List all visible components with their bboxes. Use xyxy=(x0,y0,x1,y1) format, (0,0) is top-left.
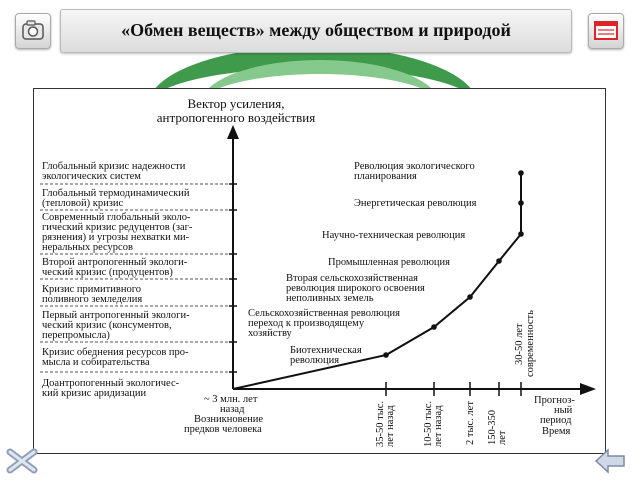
back-arrow-icon xyxy=(592,446,628,476)
t3: 2 тыс. лет xyxy=(465,401,476,445)
crisis-3-line-4: неральных ресурсов xyxy=(42,242,133,253)
t4-line-2: лет xyxy=(497,430,508,445)
revolution-2: Энергетическая революция xyxy=(354,198,477,209)
crisis-3-line-3: рязнения) и угрозы нехватки ми- xyxy=(42,232,190,243)
crisis-5-line-2: поливного земледелия xyxy=(42,294,143,305)
revolution-1-line-1: Революция экологического xyxy=(354,161,475,172)
axis-title-line-2: антропогенного воздействия xyxy=(156,110,316,125)
crisis-1-line-2: экологических систем xyxy=(42,171,141,182)
crisis-8-line-1: Доантропогенный экологичес- xyxy=(42,378,180,389)
crisis-2-line-1: Глобальный термодинамический xyxy=(42,188,190,199)
crisis-6-line-1: Первый антропогенный экологи- xyxy=(42,310,190,321)
crisis-2-line-2: (тепловой) кризис xyxy=(42,198,124,209)
window-button[interactable] xyxy=(588,13,624,49)
origin-line-2: назад xyxy=(220,404,245,415)
time-labels xyxy=(184,310,575,447)
revolution-5-line-1: Вторая сельскохозяйственная xyxy=(286,273,418,284)
crisis-5-line-1: Кризис примитивного xyxy=(42,284,142,295)
revolution-5-line-2: революция широкого освоения xyxy=(286,283,425,294)
time-axis-arrow xyxy=(580,383,596,395)
origin-line-1: ~ 3 млн. лет xyxy=(204,394,258,405)
revolution-6-line-2: переход к производящему xyxy=(248,318,365,329)
back-button[interactable] xyxy=(592,446,628,476)
t1-line-2: лет назад xyxy=(385,405,396,447)
crisis-3-line-1: Современный глобальный эколо- xyxy=(42,212,191,223)
t2-line-2: лет назад xyxy=(433,405,444,447)
crisis-6-line-3: перепромысла) xyxy=(42,330,110,341)
crisis-4-line-2: ческий кризис (продуцентов) xyxy=(42,267,173,278)
revolution-7-line-1: Биотехническая xyxy=(290,345,362,356)
vertical-axis-arrow xyxy=(227,125,239,139)
evolution-diagram xyxy=(34,89,605,453)
t5: 30-50 лет xyxy=(514,323,525,365)
crisis-7-line-2: мысла и собирательства xyxy=(42,357,150,368)
revolution-5-line-3: неполивных земель xyxy=(286,293,374,304)
forecast-line-2: ный xyxy=(554,405,573,416)
time-axis-label: Время xyxy=(542,426,571,437)
crisis-list xyxy=(42,161,193,399)
crisis-1-line-1: Глобальный кризис надежности xyxy=(42,161,186,172)
revolution-4: Промышленная революция xyxy=(328,257,450,268)
crisis-3-line-2: гический кризис редуцентов (заг- xyxy=(42,222,193,233)
t4-line-1: 150-350 xyxy=(487,410,498,445)
revolution-7-line-2: революция xyxy=(290,355,340,366)
revolution-list xyxy=(248,161,477,366)
t6: современность xyxy=(525,310,536,377)
title-bar xyxy=(60,9,572,53)
crisis-7-line-1: Кризис обеднения ресурсов про- xyxy=(42,347,189,358)
revolution-6-line-3: хозяйству xyxy=(248,328,292,339)
forecast-line-3: период xyxy=(540,415,572,426)
diagram-panel xyxy=(33,88,606,454)
close-x-icon xyxy=(4,446,40,476)
revolution-6-line-1: Сельскохозяйственная революция xyxy=(248,308,400,319)
close-button[interactable] xyxy=(4,446,40,476)
crisis-6-line-2: ческий кризис (консументов, xyxy=(42,320,172,331)
camera-button[interactable] xyxy=(15,13,51,49)
origin-line-3: Возникновение xyxy=(194,414,264,425)
forecast-line-1: Прогноз- xyxy=(534,395,575,406)
t2-line-1: 10-50 тыс. xyxy=(423,400,434,447)
origin-line-4: предков человека xyxy=(184,424,262,435)
t1-line-1: 35-50 тыс. xyxy=(375,400,386,447)
axis-title-line-1: Вектор усиления, xyxy=(187,96,285,111)
revolution-1-line-2: планирования xyxy=(354,171,417,182)
camera-icon xyxy=(16,14,50,48)
crisis-4-line-1: Второй антропогенный экологи- xyxy=(42,257,188,268)
crisis-8-line-2: кий кризис аридизации xyxy=(42,388,147,399)
page-title: «Обмен веществ» между обществом и природой xyxy=(121,20,511,40)
window-icon xyxy=(589,14,623,48)
revolution-3: Научно-техническая революция xyxy=(322,230,466,241)
